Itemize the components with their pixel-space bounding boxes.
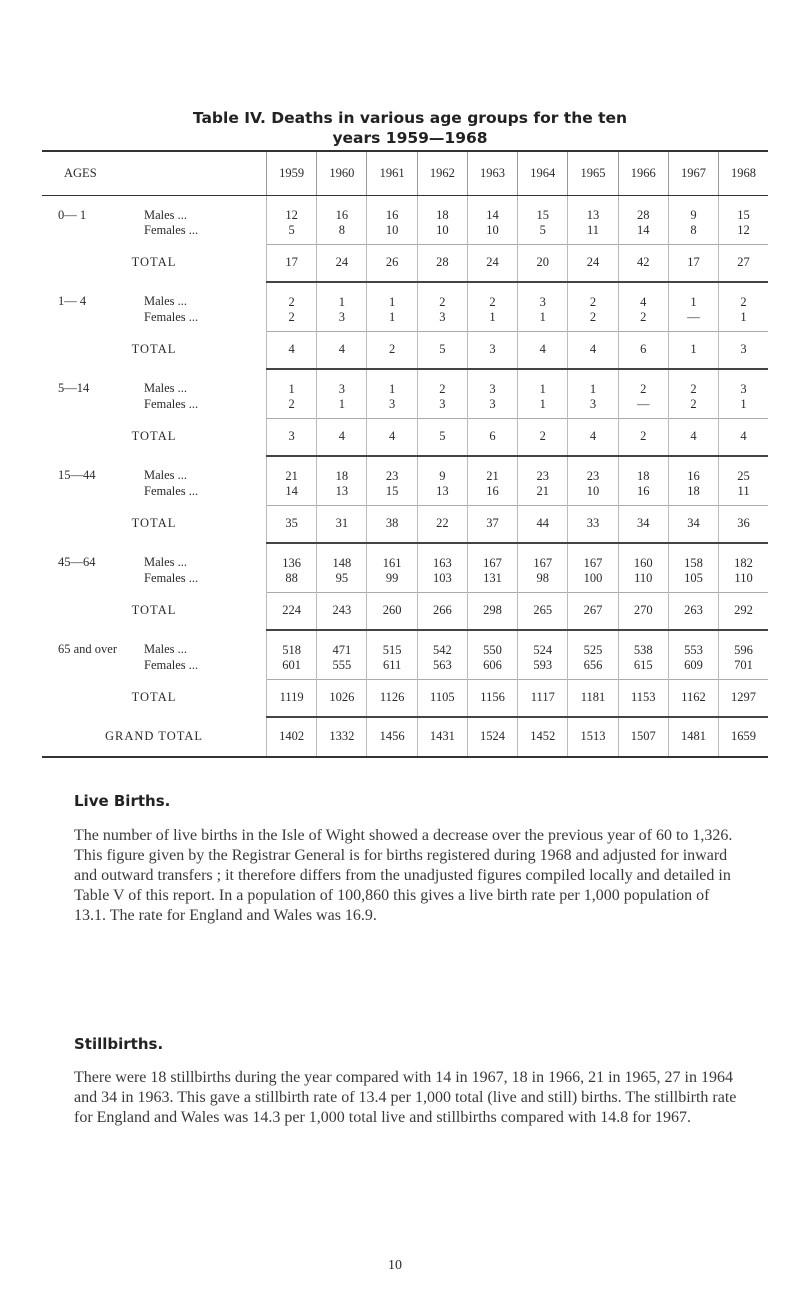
- total-cell: 17: [668, 244, 718, 282]
- males-cell: 2: [568, 282, 618, 310]
- females-cell: 3: [467, 397, 517, 419]
- grand-total-label: GRAND TOTAL: [42, 717, 267, 757]
- total-cell: 37: [467, 505, 517, 543]
- males-cell: 23: [518, 456, 568, 484]
- total-row: [42, 592, 768, 630]
- males-cell: 13: [568, 195, 618, 223]
- total-cell: 1105: [417, 679, 467, 717]
- females-cell: 701: [719, 658, 768, 680]
- total-cell: 1126: [367, 679, 417, 717]
- females-cell: 10: [568, 484, 618, 506]
- females-cell: 105: [668, 571, 718, 593]
- males-label: Males ...: [144, 207, 188, 222]
- males-cell: 2: [668, 369, 718, 397]
- males-cell: 18: [317, 456, 367, 484]
- females-cell: 1: [317, 397, 367, 419]
- females-cell: 110: [719, 571, 768, 593]
- age-group-label: 1— 4: [58, 294, 87, 308]
- males-cell: 515: [367, 630, 417, 658]
- year-header-1962: 1962: [417, 151, 467, 195]
- males-cell: 23: [568, 456, 618, 484]
- total-cell: 26: [367, 244, 417, 282]
- total-cell: 44: [518, 505, 568, 543]
- females-label: Females ...: [144, 657, 199, 672]
- age-group-label: 65 and over: [58, 642, 118, 656]
- females-cell: 593: [518, 658, 568, 680]
- year-header-1960: 1960: [317, 151, 367, 195]
- total-cell: 4: [719, 418, 768, 456]
- total-cell: 22: [417, 505, 467, 543]
- total-cell: 24: [317, 244, 367, 282]
- header-row: [42, 151, 768, 195]
- males-cell: 167: [518, 543, 568, 571]
- age-group-label: 0— 1: [58, 207, 87, 222]
- females-cell: 88: [267, 571, 317, 593]
- empty-cell: [42, 571, 144, 593]
- grand-total-cell: 1507: [618, 717, 668, 757]
- males-cell: 2: [267, 282, 317, 310]
- females-cell: 2: [568, 310, 618, 332]
- females-cell: —: [618, 397, 668, 419]
- females-cell: 611: [367, 658, 417, 680]
- year-header-1967: 1967: [668, 151, 718, 195]
- total-cell: 1117: [518, 679, 568, 717]
- table-body: [42, 195, 768, 757]
- males-cell: 16: [668, 456, 718, 484]
- males-cell: 161: [367, 543, 417, 571]
- males-row: [42, 195, 768, 223]
- females-cell: 563: [417, 658, 467, 680]
- males-cell: 2: [618, 369, 668, 397]
- ages-header: AGES: [42, 151, 267, 195]
- males-cell: 182: [719, 543, 768, 571]
- males-row: [42, 282, 768, 310]
- females-cell: 13: [417, 484, 467, 506]
- males-row: [42, 630, 768, 658]
- grand-total-cell: 1452: [518, 717, 568, 757]
- females-cell: 3: [568, 397, 618, 419]
- total-cell: 4: [568, 418, 618, 456]
- females-cell: 1: [719, 397, 768, 419]
- females-cell: 10: [467, 223, 517, 245]
- total-cell: 298: [467, 592, 517, 630]
- age-group-label: 45—64: [58, 555, 96, 569]
- table-title-line1: Table IV. Deaths in various age groups for the ten: [192, 109, 628, 127]
- total-label: TOTAL: [131, 342, 177, 357]
- females-cell: 5: [518, 223, 568, 245]
- live-births-paragraph: The number of live births in the Isle of Wight showed a decrease over the previous year of 60 to 1,326. This figure given by the Registrar General is for births registered during 1968 and adjusted for inward and outward transfers ; it therefore differs from the unadjusted figures compiled locally and detailed in Table V of this report. In a population of 100,860 this gives a live birth rate per 1,000 population of 13.1. The rate for England and Wales was 16.9.: [74, 827, 733, 924]
- total-cell: 3: [719, 331, 768, 369]
- grand-total-cell: 1513: [568, 717, 618, 757]
- total-cell: 4: [367, 418, 417, 456]
- males-label: Males ...: [144, 294, 188, 308]
- males-cell: 1: [367, 282, 417, 310]
- total-cell: 36: [719, 505, 768, 543]
- males-cell: 1: [518, 369, 568, 397]
- males-label: Males ...: [144, 381, 188, 395]
- males-cell: 21: [267, 456, 317, 484]
- total-label: TOTAL: [131, 429, 177, 444]
- males-cell: 1: [568, 369, 618, 397]
- males-row: [42, 369, 768, 397]
- males-cell: 4: [618, 282, 668, 310]
- males-cell: 1: [267, 369, 317, 397]
- females-cell: 110: [618, 571, 668, 593]
- total-cell: 3: [467, 331, 517, 369]
- males-cell: 158: [668, 543, 718, 571]
- total-cell: 1119: [267, 679, 317, 717]
- total-cell: 33: [568, 505, 618, 543]
- year-header-1963: 1963: [467, 151, 517, 195]
- total-cell: 267: [568, 592, 618, 630]
- females-cell: 3: [417, 397, 467, 419]
- males-cell: 163: [417, 543, 467, 571]
- females-label: Females ...: [144, 483, 199, 498]
- total-cell: 3: [267, 418, 317, 456]
- year-header-1965: 1965: [568, 151, 618, 195]
- live-births-heading: Live Births.: [74, 792, 171, 810]
- males-cell: 525: [568, 630, 618, 658]
- total-label: TOTAL: [131, 255, 177, 270]
- females-cell: 98: [518, 571, 568, 593]
- total-cell: 5: [417, 331, 467, 369]
- grand-total-row: [42, 717, 768, 757]
- males-cell: 1: [317, 282, 367, 310]
- males-cell: 14: [467, 195, 517, 223]
- total-cell: 1: [668, 331, 718, 369]
- males-cell: 524: [518, 630, 568, 658]
- table-title: [60, 108, 760, 148]
- total-cell: 28: [417, 244, 467, 282]
- age-group-label: 5—14: [58, 381, 90, 395]
- females-cell: 18: [668, 484, 718, 506]
- total-row: [42, 244, 768, 282]
- total-cell: 243: [317, 592, 367, 630]
- females-cell: 16: [467, 484, 517, 506]
- females-cell: 131: [467, 571, 517, 593]
- total-cell: 27: [719, 244, 768, 282]
- total-cell: 6: [618, 331, 668, 369]
- males-cell: 2: [719, 282, 768, 310]
- total-cell: 265: [518, 592, 568, 630]
- males-cell: 160: [618, 543, 668, 571]
- total-cell: 24: [568, 244, 618, 282]
- females-cell: 12: [719, 223, 768, 245]
- females-cell: 601: [267, 658, 317, 680]
- males-label: Males ...: [144, 642, 188, 656]
- males-row: [42, 456, 768, 484]
- total-cell: 34: [668, 505, 718, 543]
- grand-total-cell: 1402: [267, 717, 317, 757]
- total-cell: 42: [618, 244, 668, 282]
- total-cell: 38: [367, 505, 417, 543]
- females-cell: 8: [317, 223, 367, 245]
- year-header-1961: 1961: [367, 151, 417, 195]
- total-cell: 270: [618, 592, 668, 630]
- males-cell: 553: [668, 630, 718, 658]
- females-row: [42, 484, 768, 506]
- females-cell: 2: [618, 310, 668, 332]
- females-cell: 8: [668, 223, 718, 245]
- males-cell: 518: [267, 630, 317, 658]
- males-cell: 167: [467, 543, 517, 571]
- stillbirths-heading: Stillbirths.: [74, 1035, 164, 1053]
- females-cell: 99: [367, 571, 417, 593]
- males-cell: 148: [317, 543, 367, 571]
- males-cell: 542: [417, 630, 467, 658]
- males-cell: 18: [417, 195, 467, 223]
- total-row: [42, 331, 768, 369]
- page-number: 10: [388, 1258, 402, 1273]
- males-cell: 3: [317, 369, 367, 397]
- total-cell: 2: [518, 418, 568, 456]
- total-cell: 34: [618, 505, 668, 543]
- year-header-1966: 1966: [618, 151, 668, 195]
- females-cell: 2: [668, 397, 718, 419]
- females-cell: 1: [518, 310, 568, 332]
- table-title-line2: years 1959—1968: [332, 129, 488, 147]
- females-cell: 5: [267, 223, 317, 245]
- males-cell: 25: [719, 456, 768, 484]
- total-cell: 2: [618, 418, 668, 456]
- total-cell: 1297: [719, 679, 768, 717]
- grand-total-cell: 1431: [417, 717, 467, 757]
- females-row: [42, 310, 768, 332]
- males-cell: 9: [668, 195, 718, 223]
- females-cell: 11: [719, 484, 768, 506]
- year-header-1964: 1964: [518, 151, 568, 195]
- males-cell: 28: [618, 195, 668, 223]
- males-cell: 16: [317, 195, 367, 223]
- total-cell: 4: [668, 418, 718, 456]
- females-cell: 656: [568, 658, 618, 680]
- males-cell: 2: [417, 369, 467, 397]
- females-cell: 3: [317, 310, 367, 332]
- males-cell: 18: [618, 456, 668, 484]
- grand-total-cell: 1524: [467, 717, 517, 757]
- females-row: [42, 658, 768, 680]
- females-cell: 100: [568, 571, 618, 593]
- males-cell: 1: [668, 282, 718, 310]
- empty-cell: [42, 484, 144, 506]
- females-cell: —: [668, 310, 718, 332]
- total-label: TOTAL: [131, 516, 177, 531]
- females-cell: 10: [367, 223, 417, 245]
- total-cell: 4: [568, 331, 618, 369]
- females-row: [42, 571, 768, 593]
- females-cell: 2: [267, 397, 317, 419]
- females-cell: 555: [317, 658, 367, 680]
- empty-cell: [42, 658, 144, 680]
- females-cell: 1: [719, 310, 768, 332]
- deaths-table: [42, 150, 768, 758]
- males-cell: 1: [367, 369, 417, 397]
- total-row: [42, 679, 768, 717]
- total-cell: 4: [317, 331, 367, 369]
- males-cell: 16: [367, 195, 417, 223]
- females-cell: 15: [367, 484, 417, 506]
- grand-total-cell: 1456: [367, 717, 417, 757]
- total-cell: 1153: [618, 679, 668, 717]
- females-label: Females ...: [144, 396, 199, 411]
- total-row: [42, 505, 768, 543]
- females-cell: 11: [568, 223, 618, 245]
- total-cell: 292: [719, 592, 768, 630]
- empty-cell: [42, 223, 144, 245]
- total-cell: 2: [367, 331, 417, 369]
- females-cell: 21: [518, 484, 568, 506]
- males-cell: 3: [467, 369, 517, 397]
- males-cell: 9: [417, 456, 467, 484]
- females-cell: 3: [367, 397, 417, 419]
- females-cell: 14: [618, 223, 668, 245]
- males-cell: 15: [518, 195, 568, 223]
- females-label: Females ...: [144, 309, 199, 324]
- total-cell: 266: [417, 592, 467, 630]
- females-cell: 103: [417, 571, 467, 593]
- females-cell: 13: [317, 484, 367, 506]
- total-cell: 1162: [668, 679, 718, 717]
- males-cell: 2: [467, 282, 517, 310]
- total-cell: 263: [668, 592, 718, 630]
- males-row: [42, 543, 768, 571]
- females-cell: 95: [317, 571, 367, 593]
- year-header-1959: 1959: [267, 151, 317, 195]
- total-cell: 35: [267, 505, 317, 543]
- females-cell: 16: [618, 484, 668, 506]
- females-cell: 3: [417, 310, 467, 332]
- total-row: [42, 418, 768, 456]
- males-cell: 3: [719, 369, 768, 397]
- males-cell: 15: [719, 195, 768, 223]
- females-row: [42, 397, 768, 419]
- males-cell: 136: [267, 543, 317, 571]
- males-cell: 167: [568, 543, 618, 571]
- total-label: TOTAL: [131, 603, 177, 618]
- stillbirths-paragraph: There were 18 stillbirths during the year compared with 14 in 1967, 18 in 1966, 21 in 1965, 27 in 1964 and 34 in 1963. This gave a stillbirth rate of 13.4 per 1,000 total (live and still) births. The stillbirth rate for England and Wales was 14.3 per 1,000 total live and stillbirths compared with 14.8 for 1967.: [74, 1069, 737, 1126]
- total-cell: 1156: [467, 679, 517, 717]
- year-header-1968: 1968: [719, 151, 768, 195]
- males-cell: 21: [467, 456, 517, 484]
- total-cell: 1026: [317, 679, 367, 717]
- age-group-label: 15—44: [58, 468, 96, 482]
- females-cell: 1: [367, 310, 417, 332]
- total-cell: 20: [518, 244, 568, 282]
- empty-cell: [42, 310, 144, 332]
- total-cell: 6: [467, 418, 517, 456]
- females-cell: 606: [467, 658, 517, 680]
- females-cell: 2: [267, 310, 317, 332]
- grand-total-cell: 1659: [719, 717, 768, 757]
- males-cell: 2: [417, 282, 467, 310]
- total-cell: 31: [317, 505, 367, 543]
- total-cell: 5: [417, 418, 467, 456]
- females-cell: 615: [618, 658, 668, 680]
- total-cell: 224: [267, 592, 317, 630]
- females-label: Females ...: [144, 570, 199, 585]
- males-label: Males ...: [144, 468, 188, 482]
- total-cell: 17: [267, 244, 317, 282]
- grand-total-cell: 1332: [317, 717, 367, 757]
- males-cell: 12: [267, 195, 317, 223]
- total-cell: 4: [267, 331, 317, 369]
- females-cell: 14: [267, 484, 317, 506]
- total-cell: 1181: [568, 679, 618, 717]
- total-cell: 24: [467, 244, 517, 282]
- males-cell: 538: [618, 630, 668, 658]
- grand-total-cell: 1481: [668, 717, 718, 757]
- males-cell: 596: [719, 630, 768, 658]
- empty-cell: [42, 397, 144, 419]
- total-cell: 260: [367, 592, 417, 630]
- males-cell: 3: [518, 282, 568, 310]
- total-label: TOTAL: [131, 690, 177, 705]
- females-cell: 609: [668, 658, 718, 680]
- males-cell: 550: [467, 630, 517, 658]
- females-row: [42, 223, 768, 245]
- females-label: Females ...: [144, 222, 199, 237]
- males-cell: 471: [317, 630, 367, 658]
- total-cell: 4: [518, 331, 568, 369]
- males-label: Males ...: [144, 555, 188, 569]
- males-cell: 23: [367, 456, 417, 484]
- females-cell: 10: [417, 223, 467, 245]
- total-cell: 4: [317, 418, 367, 456]
- females-cell: 1: [518, 397, 568, 419]
- females-cell: 1: [467, 310, 517, 332]
